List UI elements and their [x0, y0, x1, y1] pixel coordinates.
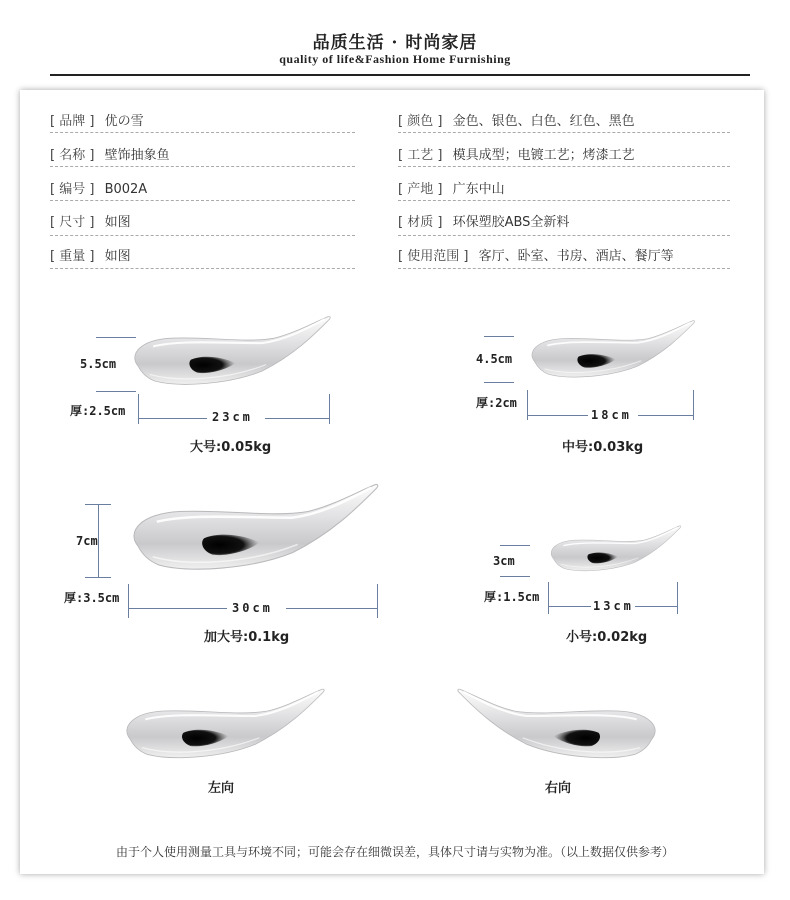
fish-xlarge-image [128, 480, 380, 580]
dim-tick [128, 584, 129, 618]
spec-label: [ 编号 ] [50, 182, 95, 197]
dim-tick [677, 582, 678, 614]
spec-value: B002A [104, 182, 148, 197]
header-subtitle: quality of life&Fashion Home Furnishing [279, 52, 511, 66]
spec-value: 如图 [104, 249, 131, 264]
dim-thickness: 厚:3.5cm [64, 591, 120, 605]
divider [50, 166, 355, 167]
divider [398, 166, 730, 167]
dim-height: 4.5cm [476, 352, 513, 366]
dim-tick [500, 545, 530, 546]
spec-value: 优の雪 [104, 114, 144, 129]
divider [50, 132, 355, 133]
dim-thickness: 厚:1.5cm [484, 590, 540, 604]
caption-left: 左向 [208, 781, 235, 796]
spec-label: [ 重量 ] [50, 249, 95, 264]
dim-tick [96, 337, 136, 338]
dim-thickness: 厚:2cm [476, 396, 517, 410]
spec-name [50, 144, 170, 163]
spec-value: 金色、银色、白色、红色、黑色 [452, 114, 635, 129]
dim-line [286, 608, 377, 609]
spec-label: [ 品牌 ] [50, 114, 95, 129]
dim-line [129, 608, 227, 609]
spec-weight [50, 245, 131, 264]
spec-value: 模具成型；电镀工艺；烤漆工艺 [452, 148, 635, 163]
header-rule [50, 74, 750, 76]
dim-tick [377, 584, 378, 618]
caption-small: 小号:0.02kg [566, 630, 648, 645]
dim-line [638, 415, 693, 416]
dim-tick [484, 336, 514, 337]
spec-usage [398, 245, 674, 264]
spec-size [50, 211, 131, 230]
dim-thickness: 厚:2.5cm [70, 404, 126, 418]
dim-length: 18cm [591, 408, 632, 422]
caption-right: 右向 [545, 781, 572, 796]
spec-label: [ 工艺 ] [398, 148, 443, 163]
header-title: 品质生活 · 时尚家居 [312, 33, 478, 53]
dim-line [98, 505, 99, 577]
spec-material [398, 211, 569, 230]
divider [398, 200, 730, 201]
spec-label: [ 尺寸 ] [50, 215, 95, 230]
dim-tick [96, 391, 136, 392]
spec-label: [ 颜色 ] [398, 114, 443, 129]
fish-right-image [456, 686, 660, 766]
divider [398, 235, 730, 236]
dim-height: 7cm [76, 534, 98, 548]
caption-medium: 中号:0.03kg [562, 440, 644, 455]
dim-line [139, 418, 207, 419]
dim-height: 3cm [493, 554, 515, 568]
divider [50, 200, 355, 201]
spec-label: [ 使用范围 ] [398, 249, 469, 264]
spec-label: [ 产地 ] [398, 182, 443, 197]
spec-value: 如图 [104, 215, 131, 230]
spec-value: 客厅、卧室、书房、酒店、餐厅等 [478, 249, 674, 264]
dim-line [528, 415, 588, 416]
dim-line [265, 418, 329, 419]
dim-length: 30cm [232, 601, 273, 615]
spec-value: 环保塑胶ABS全新料 [452, 215, 570, 230]
dim-tick [693, 390, 694, 420]
divider [50, 235, 355, 236]
caption-large: 大号:0.05kg [190, 440, 272, 455]
spec-color [398, 110, 635, 129]
fish-left-image [122, 686, 326, 766]
spec-craft [398, 144, 635, 163]
caption-xlarge: 加大号:0.1kg [204, 630, 290, 645]
spec-brand [50, 110, 144, 129]
fish-large-image [130, 313, 332, 393]
fish-small-image [548, 524, 682, 576]
spec-code [50, 178, 147, 197]
dim-tick [138, 394, 139, 424]
divider [398, 132, 730, 133]
spec-value: 壁饰抽象鱼 [104, 148, 170, 163]
dim-height: 5.5cm [80, 357, 117, 371]
footnote: 由于个人使用测量工具与环境不同；可能会存在细微误差，具体尺寸请与实物为准。（以上数据仅供参考） [115, 845, 674, 859]
dim-length: 13cm [593, 599, 634, 613]
spec-value: 广东中山 [452, 182, 505, 197]
spec-label: [ 材质 ] [398, 215, 443, 230]
dim-line [635, 606, 677, 607]
spec-label: [ 名称 ] [50, 148, 95, 163]
fish-medium-image [528, 318, 696, 384]
dim-tick [484, 382, 514, 383]
spec-origin [398, 178, 505, 197]
dim-tick [85, 577, 111, 578]
dim-tick [329, 394, 330, 424]
dim-length: 23cm [212, 410, 253, 424]
dim-tick [548, 582, 549, 614]
dim-tick [500, 576, 530, 577]
dim-line [549, 606, 591, 607]
divider [50, 268, 355, 269]
divider [398, 268, 730, 269]
